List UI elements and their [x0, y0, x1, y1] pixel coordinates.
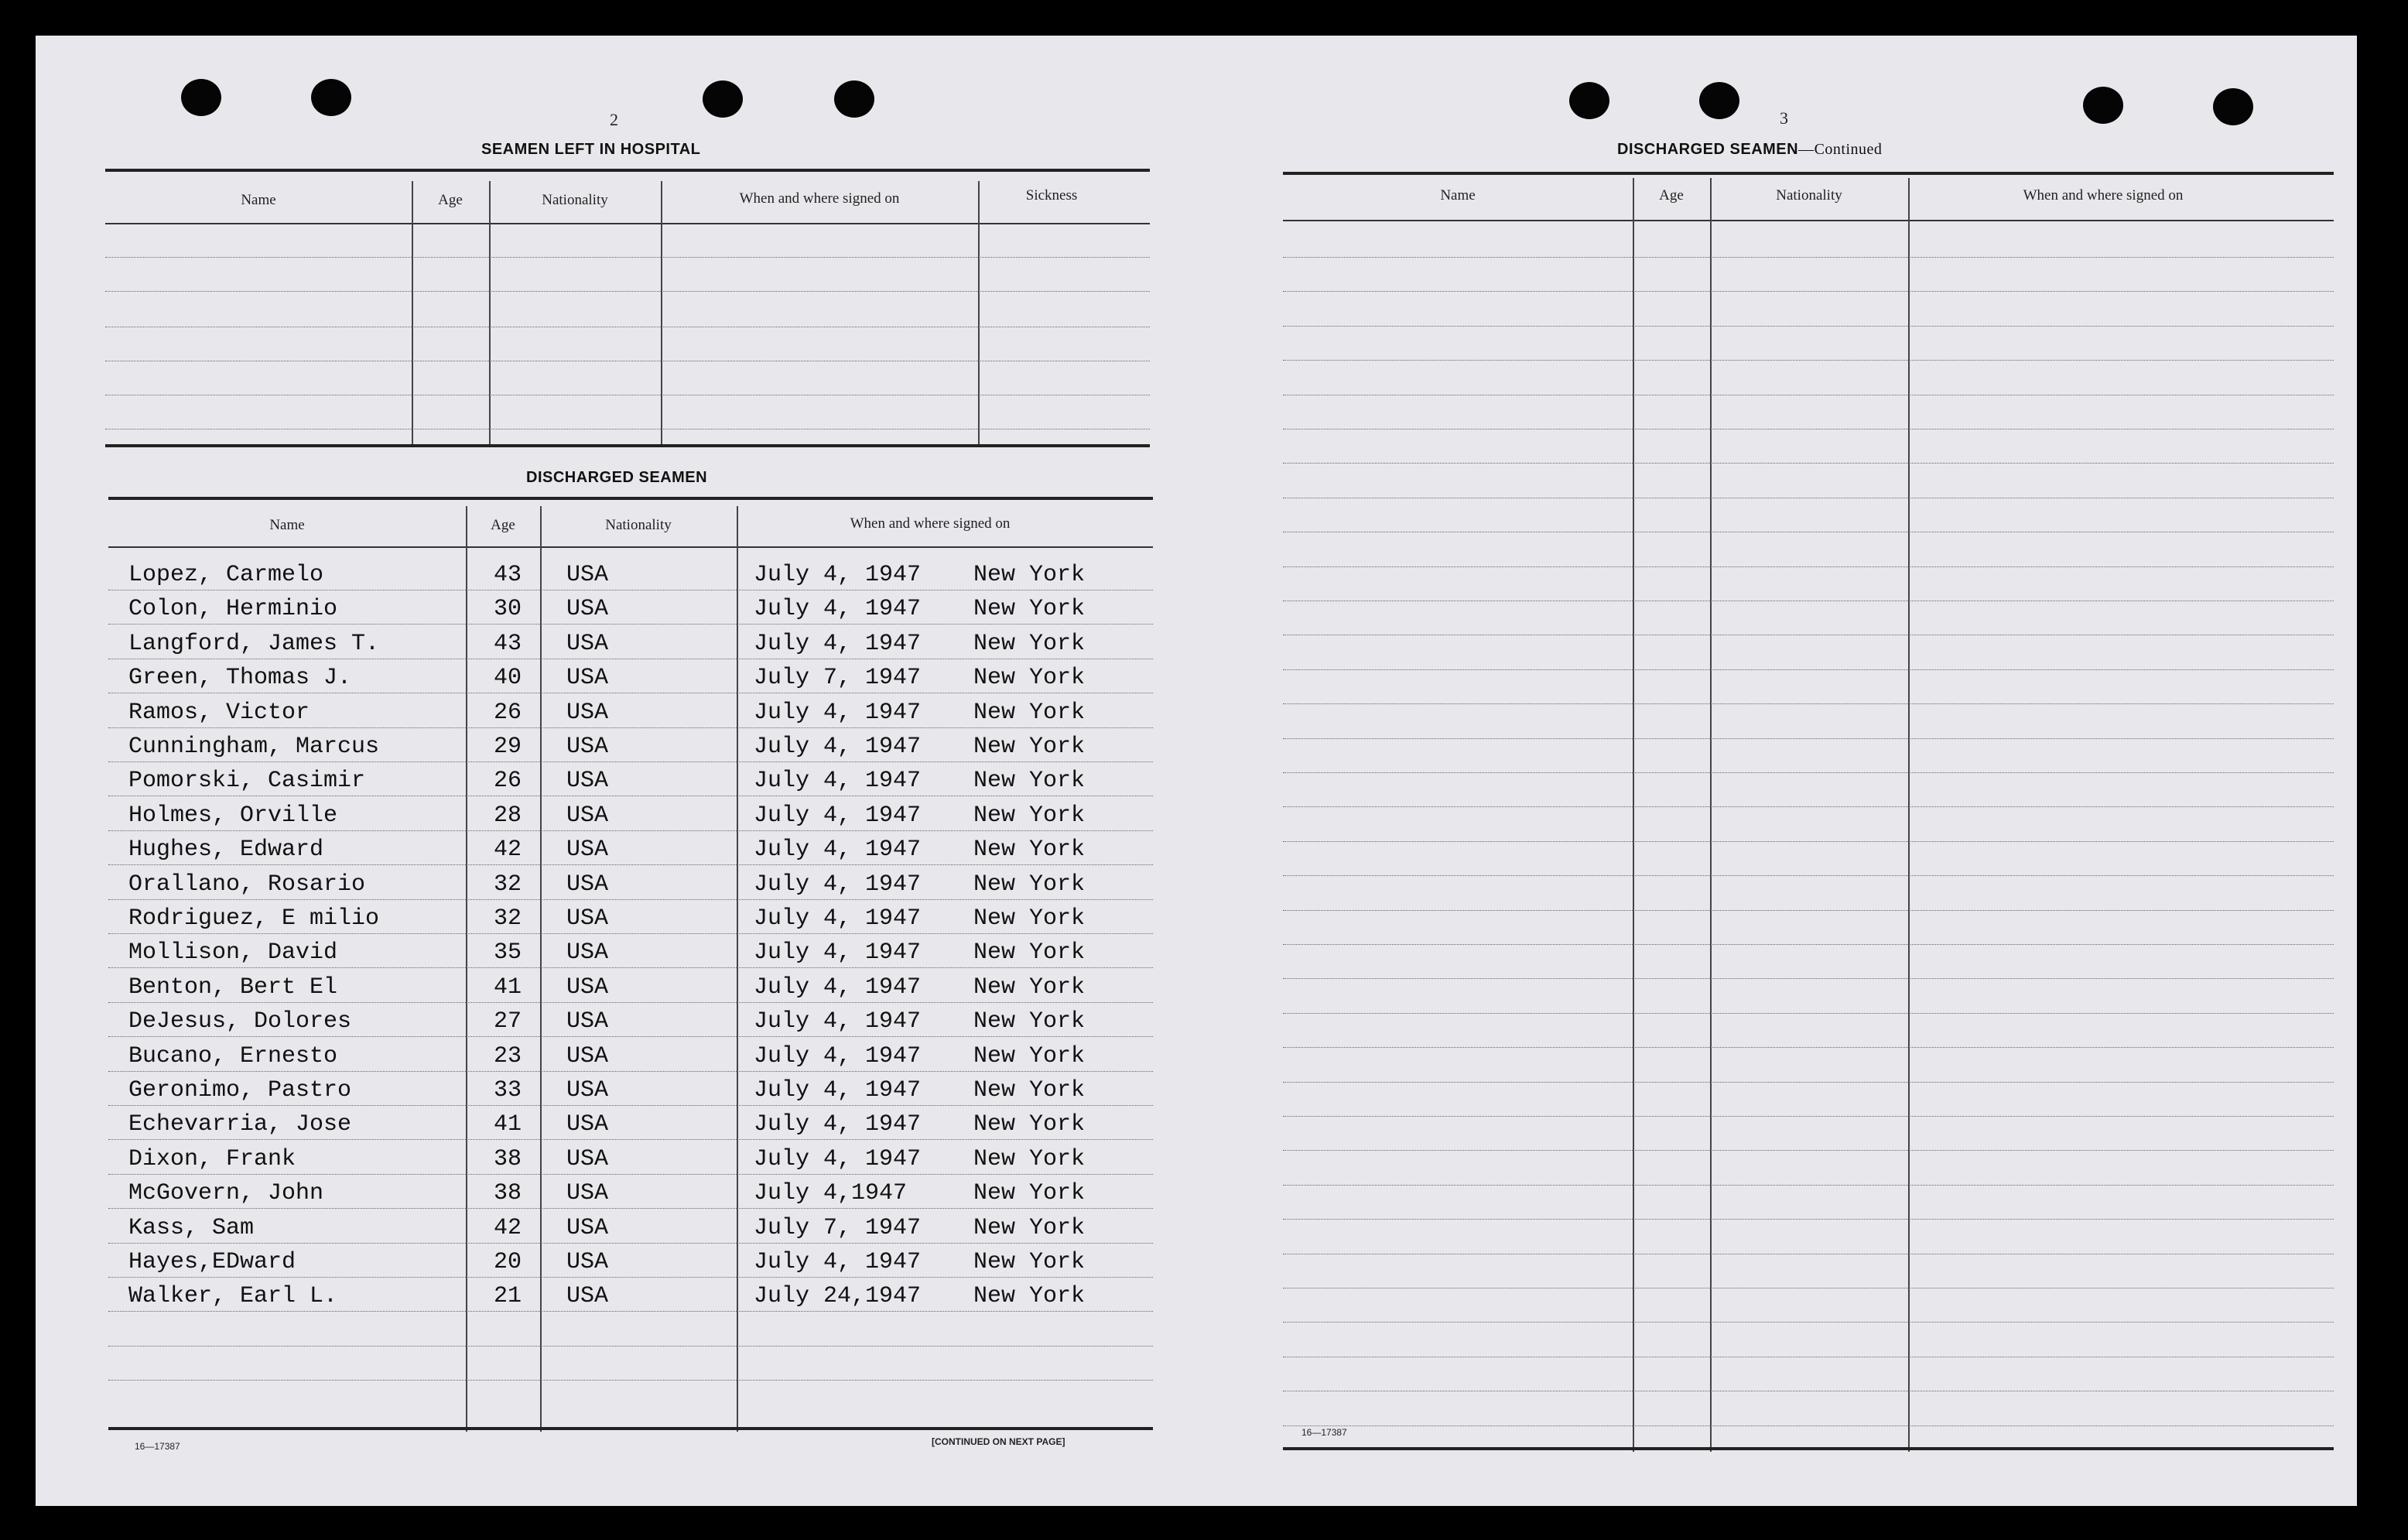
- cell-age: 42: [494, 837, 522, 864]
- row-rule: [1283, 910, 2334, 911]
- cell-age: 26: [494, 699, 522, 726]
- row-rule: [1283, 463, 2334, 464]
- left-page-number: 2: [610, 110, 618, 129]
- row-rule: [108, 1243, 1153, 1244]
- cell-nationality: USA: [566, 665, 609, 692]
- punch-hole: [1569, 82, 1609, 119]
- punch-hole: [2083, 87, 2123, 124]
- hospital-header-sickness: Sickness: [1025, 187, 1078, 204]
- document-sheet: [36, 36, 2357, 1506]
- row-rule: [1283, 1185, 2334, 1186]
- punch-hole: [181, 79, 221, 116]
- cell-nationality: USA: [566, 562, 609, 588]
- cell-name: Colon, Herminio: [128, 596, 338, 623]
- row-rule: [1283, 738, 2334, 739]
- cell-age: 43: [494, 630, 522, 657]
- cell-nationality: USA: [566, 1042, 609, 1069]
- cell-place: New York: [973, 1180, 1086, 1207]
- cell-date: July 4, 1947: [754, 905, 922, 932]
- cell-place: New York: [973, 768, 1086, 795]
- row-rule: [108, 624, 1153, 625]
- cell-place: New York: [973, 562, 1086, 588]
- punch-hole: [1699, 82, 1739, 119]
- right-title-suffix: —Continued: [1798, 141, 1883, 158]
- cell-age: 28: [494, 802, 522, 829]
- cell-name: Dixon, Frank: [128, 1145, 296, 1172]
- cell-place: New York: [973, 1283, 1086, 1310]
- cell-date: July 24,1947: [754, 1283, 922, 1310]
- cell-age: 33: [494, 1077, 522, 1104]
- cell-age: 32: [494, 871, 522, 898]
- cell-age: 20: [494, 1249, 522, 1275]
- cell-nationality: USA: [566, 1249, 609, 1275]
- cell-name: Ramos, Victor: [128, 699, 310, 726]
- row-rule: [108, 1036, 1153, 1037]
- cell-nationality: USA: [566, 699, 609, 726]
- cell-name: Hayes,EDward: [128, 1249, 296, 1275]
- right-title-main: DISCHARGED SEAMEN: [1617, 141, 1799, 158]
- cell-age: 42: [494, 1214, 522, 1241]
- cell-nationality: USA: [566, 974, 609, 1001]
- cell-nationality: USA: [566, 802, 609, 829]
- cell-age: 32: [494, 905, 522, 932]
- punch-hole: [2213, 88, 2253, 125]
- cell-name: Langford, James T.: [128, 630, 380, 657]
- cell-date: July 4, 1947: [754, 630, 922, 657]
- cell-age: 29: [494, 734, 522, 760]
- cell-nationality: USA: [566, 871, 609, 898]
- cell-place: New York: [973, 1042, 1086, 1069]
- cell-age: 38: [494, 1180, 522, 1207]
- row-rule: [108, 864, 1153, 865]
- cell-place: New York: [973, 871, 1086, 898]
- cell-nationality: USA: [566, 905, 609, 932]
- right-title: [1617, 141, 1882, 159]
- cell-place: New York: [973, 1145, 1086, 1172]
- row-rule: [108, 1071, 1153, 1072]
- cell-date: July 7, 1947: [754, 1214, 922, 1241]
- cell-nationality: USA: [566, 837, 609, 864]
- discharged-header-signed-on: When and where signed on: [850, 515, 1011, 532]
- row-rule: [1283, 703, 2334, 704]
- cell-age: 21: [494, 1283, 522, 1310]
- cell-date: July 4, 1947: [754, 1145, 922, 1172]
- cell-nationality: USA: [566, 1145, 609, 1172]
- row-rule: [108, 1380, 1153, 1381]
- row-rule: [108, 727, 1153, 728]
- cell-name: Walker, Earl L.: [128, 1283, 338, 1310]
- row-rule: [1283, 326, 2334, 327]
- continued-header-age: Age: [1659, 187, 1684, 204]
- cell-place: New York: [973, 596, 1086, 623]
- row-rule: [1283, 944, 2334, 945]
- cell-age: 41: [494, 974, 522, 1001]
- row-rule: [108, 1174, 1153, 1175]
- row-rule: [108, 1139, 1153, 1140]
- row-rule: [1283, 257, 2334, 258]
- cell-place: New York: [973, 1214, 1086, 1241]
- continued-header-name: Name: [1440, 187, 1476, 204]
- cell-place: New York: [973, 1111, 1086, 1138]
- row-rule: [108, 761, 1153, 762]
- row-rule: [108, 933, 1153, 934]
- punch-hole: [834, 80, 874, 118]
- row-rule: [1283, 978, 2334, 979]
- cell-place: New York: [973, 905, 1086, 932]
- cell-nationality: USA: [566, 1077, 609, 1104]
- hospital-header-signed-on: When and where signed on: [739, 190, 900, 207]
- row-rule: [1283, 1219, 2334, 1220]
- cell-place: New York: [973, 734, 1086, 760]
- cell-name: Echevarria, Jose: [128, 1111, 352, 1138]
- cell-date: July 4, 1947: [754, 734, 922, 760]
- cell-place: New York: [973, 1008, 1086, 1035]
- discharged-header-age: Age: [491, 517, 515, 533]
- row-rule: [108, 1346, 1153, 1347]
- left-form-number: 16—17387: [135, 1441, 180, 1452]
- cell-date: July 4, 1947: [754, 871, 922, 898]
- cell-name: Bucano, Ernesto: [128, 1042, 338, 1069]
- row-rule: [1283, 566, 2334, 567]
- right-page-number: 3: [1780, 108, 1788, 128]
- punch-hole: [703, 80, 743, 118]
- row-rule: [1283, 1013, 2334, 1014]
- row-rule: [108, 967, 1153, 968]
- cell-place: New York: [973, 974, 1086, 1001]
- cell-date: July 4, 1947: [754, 802, 922, 829]
- cell-age: 43: [494, 562, 522, 588]
- row-rule: [1283, 1047, 2334, 1048]
- cell-place: New York: [973, 1077, 1086, 1104]
- cell-place: New York: [973, 1249, 1086, 1275]
- row-rule: [1283, 1322, 2334, 1323]
- cell-date: July 4,1947: [754, 1180, 908, 1207]
- cell-age: 30: [494, 596, 522, 623]
- cell-age: 40: [494, 665, 522, 692]
- row-rule: [1283, 360, 2334, 361]
- cell-date: July 4, 1947: [754, 939, 922, 967]
- row-rule: [1283, 1116, 2334, 1117]
- discharged-title: DISCHARGED SEAMEN: [526, 469, 708, 486]
- cell-age: 27: [494, 1008, 522, 1035]
- cell-nationality: USA: [566, 939, 609, 967]
- cell-name: Cunningham, Marcus: [128, 734, 380, 760]
- row-rule: [108, 1105, 1153, 1106]
- cell-date: July 4, 1947: [754, 699, 922, 726]
- cell-date: July 4, 1947: [754, 1042, 922, 1069]
- cell-nationality: USA: [566, 768, 609, 795]
- cell-name: Mollison, David: [128, 939, 338, 967]
- cell-date: July 4, 1947: [754, 1077, 922, 1104]
- cell-date: July 4, 1947: [754, 596, 922, 623]
- cell-nationality: USA: [566, 1111, 609, 1138]
- cell-name: Rodriguez, E milio: [128, 905, 380, 932]
- row-rule: [108, 1002, 1153, 1003]
- row-rule: [1283, 291, 2334, 292]
- cell-place: New York: [973, 699, 1086, 726]
- cell-date: July 4, 1947: [754, 837, 922, 864]
- cell-date: July 4, 1947: [754, 1249, 922, 1275]
- cell-place: New York: [973, 802, 1086, 829]
- right-form-number: 16—17387: [1301, 1427, 1347, 1438]
- row-rule: [1283, 875, 2334, 876]
- cell-place: New York: [973, 837, 1086, 864]
- punch-hole: [311, 79, 351, 116]
- row-rule: [1283, 669, 2334, 670]
- cell-place: New York: [973, 939, 1086, 967]
- row-rule: [1283, 1425, 2334, 1426]
- cell-nationality: USA: [566, 1283, 609, 1310]
- hospital-header-age: Age: [438, 192, 463, 208]
- row-rule: [1283, 1082, 2334, 1083]
- row-rule: [1283, 806, 2334, 807]
- cell-date: July 4, 1947: [754, 1111, 922, 1138]
- cell-age: 35: [494, 939, 522, 967]
- continued-note: [CONTINUED ON NEXT PAGE]: [932, 1436, 1065, 1447]
- cell-date: July 4, 1947: [754, 1008, 922, 1035]
- cell-nationality: USA: [566, 1008, 609, 1035]
- cell-name: Orallano, Rosario: [128, 871, 366, 898]
- row-rule: [108, 1208, 1153, 1209]
- cell-age: 41: [494, 1111, 522, 1138]
- continued-header-nationality: Nationality: [1776, 187, 1842, 204]
- cell-age: 23: [494, 1042, 522, 1069]
- cell-date: July 4, 1947: [754, 562, 922, 588]
- row-rule: [108, 1277, 1153, 1278]
- cell-name: Green, Thomas J.: [128, 665, 352, 692]
- cell-nationality: USA: [566, 596, 609, 623]
- cell-nationality: USA: [566, 630, 609, 657]
- continued-header-signed-on: When and where signed on: [2023, 187, 2184, 204]
- hospital-header-name: Name: [241, 192, 276, 208]
- row-rule: [108, 1311, 1153, 1312]
- cell-name: Kass, Sam: [128, 1214, 255, 1241]
- row-rule: [108, 830, 1153, 831]
- cell-name: DeJesus, Dolores: [128, 1008, 352, 1035]
- row-rule: [1283, 772, 2334, 773]
- row-rule: [1283, 841, 2334, 842]
- cell-name: Hughes, Edward: [128, 837, 324, 864]
- row-rule: [1283, 1150, 2334, 1151]
- discharged-header-name: Name: [269, 517, 305, 533]
- hospital-header-nationality: Nationality: [542, 192, 608, 208]
- cell-name: Lopez, Carmelo: [128, 562, 324, 588]
- discharged-header-nationality: Nationality: [605, 517, 672, 533]
- row-rule: [108, 899, 1153, 900]
- cell-name: Holmes, Orville: [128, 802, 338, 829]
- cell-place: New York: [973, 630, 1086, 657]
- cell-nationality: USA: [566, 1214, 609, 1241]
- cell-name: Geronimo, Pastro: [128, 1077, 352, 1104]
- cell-age: 26: [494, 768, 522, 795]
- cell-place: New York: [973, 665, 1086, 692]
- cell-nationality: USA: [566, 1180, 609, 1207]
- cell-date: July 4, 1947: [754, 768, 922, 795]
- cell-age: 38: [494, 1145, 522, 1172]
- cell-date: July 7, 1947: [754, 665, 922, 692]
- cell-nationality: USA: [566, 734, 609, 760]
- cell-name: McGovern, John: [128, 1180, 324, 1207]
- cell-date: July 4, 1947: [754, 974, 922, 1001]
- hospital-title: SEAMEN LEFT IN HOSPITAL: [481, 141, 701, 158]
- cell-name: Benton, Bert El: [128, 974, 338, 1001]
- cell-name: Pomorski, Casimir: [128, 768, 366, 795]
